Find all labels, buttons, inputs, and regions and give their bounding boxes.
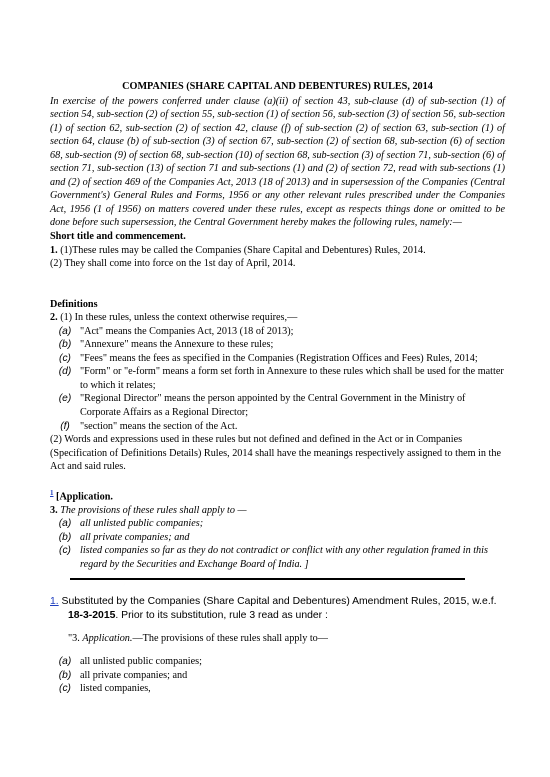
definition-item (50, 325, 505, 339)
item-marker: (b) (58, 339, 72, 351)
rule-3-intro-text: The provisions of these rules shall apply to — (57, 504, 247, 516)
item-text: listed companies so far as they do not contradict or conflict with any other regulation framed in this regard by the Securities and Exchange Board of India. ] (80, 545, 488, 570)
item-text: "Annexure" means the Annexure to these rules; (80, 339, 274, 351)
footnote-text-b: . Prior to its substitution, rule 3 read as under : (115, 610, 328, 621)
item-text: "Regional Director" means the person appointed by the Central Government in the Ministry of Corporate Affairs as a Regional Director; (80, 393, 466, 419)
item-text: "section" means the section of the Act. (80, 420, 238, 432)
footnote-quote (68, 632, 505, 646)
item-marker: (e) (58, 393, 72, 405)
footnote-item (50, 682, 505, 696)
footnote-text-a: Substituted by the Companies (Share Capital and Debentures) Amendment Rules, 2015, w.e.f. (58, 596, 497, 607)
application-item (50, 531, 505, 545)
item-marker: (c) (59, 352, 71, 364)
application-item (50, 517, 505, 531)
rule-2-intro (50, 311, 505, 325)
footnote-1 (50, 595, 505, 696)
rule-2-number: 2. (50, 312, 58, 324)
footnote-quote-text: —The provisions of these rules shall apply to— (132, 633, 328, 644)
application-list (50, 517, 505, 571)
item-text: "Act" means the Companies Act, 2013 (18 of 2013); (80, 325, 294, 337)
item-marker: (a) (58, 518, 72, 530)
footnote-item (50, 669, 505, 683)
definition-item (50, 365, 505, 392)
item-marker: (b) (58, 669, 72, 681)
rule-1-para-1 (50, 244, 505, 258)
item-text: all unlisted public companies; (80, 656, 202, 667)
definition-item (50, 352, 505, 366)
rule-1-text: (1)These rules may be called the Companies (Share Capital and Debentures) Rules, 2014. (57, 244, 426, 256)
item-marker: (b) (58, 531, 72, 543)
definition-item (50, 338, 505, 352)
item-text: all unlisted public companies; (80, 518, 204, 530)
rule-3-intro (50, 504, 505, 518)
item-marker: (c) (59, 683, 71, 695)
item-marker: (f) (60, 420, 70, 432)
definition-item (50, 420, 505, 434)
rule-1-para-2: (2) They shall come into force on the 1st day of April, 2014. (50, 258, 296, 270)
footnote-list (50, 655, 505, 696)
item-marker: (a) (58, 325, 72, 337)
item-marker: (c) (59, 545, 71, 557)
application-item (50, 544, 505, 571)
application-heading-text: [Application. (53, 491, 113, 503)
footnote-body (50, 595, 505, 623)
footnote-number-link[interactable]: 1. (50, 596, 59, 607)
definition-item (50, 392, 505, 419)
footnote-quote-title: Application. (82, 633, 133, 644)
rule-2-intro-text: (1) In these rules, unless the context otherwise requires,— (57, 312, 298, 324)
item-text: listed companies, (80, 683, 151, 695)
footnote-item (50, 655, 505, 669)
item-text: "Form" or "e-form" means a form set forth in Annexure to these rules which shall be used for the matter to which it relates; (80, 366, 504, 391)
item-text: all private companies; and (80, 531, 190, 543)
document-title: COMPANIES (SHARE CAPITAL AND DEBENTURES) RULES, 2014 (122, 81, 433, 92)
preamble: In exercise of the powers conferred under clause (a)(ii) of section 43, sub-clause (d) of sub-section (1) of section 54, sub-section (2) of section 55, sub-section (1) of section 56, sub-section (3) of section 56, sub-section (1) of section 62, sub-section (2) of section 42, clause (f) of sub-section (2) of section 63, sub-section (1) of section 64, clause (b) of sub-section (3) of section 67, sub-section (2) of section 68, sub-section (6) of section 68, sub-section (9) of section 68, sub-section (10) of section 68, sub-section (3) of section 71, sub-section (6) of section 71, sub-section (13) of section 71 and sub-sections (1) and (2) of section 72, read with sub-sections (1) and (2) of section 469 of the Companies Act, 2013 (18 of 2013) and in supersession of the Companies (Central Government's) General Rules and Forms, 1956 or any other relevant rules prescribed under the Companies Act, 1956 (1 of 1956) on matters covered under these rules, except as respects things done or omitted to be done before such supersession, the Central Government hereby makes the following rules, namely:— (50, 95, 505, 229)
definitions-list (50, 325, 505, 433)
item-text: all private companies; and (80, 669, 188, 681)
rule-3-number: 3. (50, 504, 58, 516)
footnote-date: 18-3-2015 (68, 610, 116, 621)
application-heading (50, 487, 505, 504)
definitions-heading: Definitions (50, 298, 98, 310)
item-marker: (a) (58, 656, 72, 667)
item-text: "Fees" means the fees as specified in the Companies (Registration Offices and Fees) Rules, 2014; (80, 352, 478, 364)
item-marker: (d) (58, 366, 72, 378)
document-page (50, 80, 505, 571)
footnote-separator (70, 578, 465, 580)
rule-2-para-2: (2) Words and expressions used in these rules but not defined and defined in the Act or in Companies (Specification of Definitions Details) Rules, 2014 shall have the meanings respectively assigned to them in the Act and said rules. (50, 434, 501, 473)
short-title-heading: Short title and commencement. (50, 231, 186, 243)
footnote-1-link[interactable]: 1 (50, 488, 54, 497)
rule-1-number: 1. (50, 244, 58, 256)
footnote-quote-num: "3. (68, 633, 83, 644)
